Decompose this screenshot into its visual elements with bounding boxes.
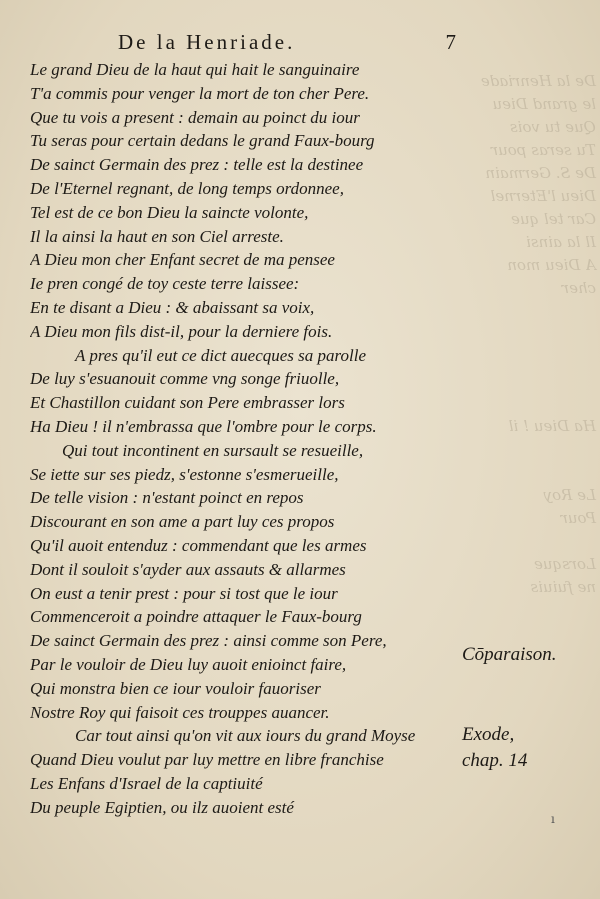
bleed-through-text: [476, 70, 596, 622]
verse-line: Le grand Dieu de la haut qui hait le sanguinaire: [30, 60, 360, 79]
margin-note-comparison: Cōparaison.: [462, 644, 557, 665]
bleed-line: De la Henriade: [480, 72, 596, 90]
bleed-line: [476, 346, 596, 369]
bleed-line: [476, 599, 596, 622]
verse-line: Par le vouloir de Dieu luy auoit enioinct faire,: [30, 654, 347, 674]
bleed-line: [476, 369, 596, 392]
verse-line: De sainct Germain des prez : ainsi comme son Pere,: [30, 631, 387, 651]
verse-line: A Dieu mon cher Enfant secret de ma pensee: [30, 250, 335, 270]
verse-line: De l'Eternel regnant, de long temps ordonnee,: [30, 178, 344, 198]
verse-line: Nostre Roy qui faisoit ces trouppes auancer.: [30, 702, 330, 722]
verse-line: En te disant a Dieu : & abaissant sa voix,: [30, 297, 315, 317]
verse-line: Ha Dieu ! il n'embrassa que l'ombre pour le corps.: [30, 416, 377, 436]
bleed-line: [476, 300, 596, 323]
verse-line: Du peuple Egiptien, ou ilz auoient esté: [30, 797, 294, 817]
bleed-line: Le Roy: [543, 486, 596, 504]
verse-line: Discourant en son ame a part luy ces propos: [30, 512, 335, 532]
verse-block: [30, 58, 470, 820]
verse-line: Qui monstra bien ce iour vouloir fauoriser: [30, 678, 321, 698]
verse-line: Qui tout incontinent en sursault se resueille,: [62, 440, 364, 460]
bleed-line: A Dieu mon cher: [507, 256, 596, 297]
verse-line: T'a commis pour venger la mort de ton cher Pere.: [30, 83, 370, 103]
verse-line: Car tout ainsi qu'on vit aux iours du grand Moyse: [75, 726, 416, 746]
verse-line: A Dieu mon fils dist-il, pour la derniere fois.: [30, 321, 333, 341]
verse-line: Quand Dieu voulut par luy mettre en libre franchise: [30, 750, 384, 770]
running-header: [118, 30, 456, 55]
bleed-line: Dieu l'Eternel: [490, 187, 596, 205]
bleed-line: [476, 461, 596, 484]
verse-line: On eust a tenir prest : pour si tost que le iour: [30, 583, 338, 603]
verse-line: Tu seras pour certain dedans le grand Faux-bourg: [30, 131, 375, 151]
verse-line: Commenceroit a poindre attaquer le Faux-bourg: [30, 607, 362, 627]
bleed-line: Que tu vois: [509, 118, 596, 136]
verse-line: Les Enfans d'Israel de la captiuité: [30, 773, 263, 793]
bleed-line: Lorsque: [534, 555, 596, 573]
verse-line: De sainct Germain des prez : telle est la destinee: [30, 155, 364, 175]
bleed-line: le grand Dieu: [492, 95, 596, 113]
bleed-line: De S. Germain: [485, 164, 596, 182]
bleed-line: [476, 530, 596, 553]
verse-line: A pres qu'il eut ce dict auecques sa parolle: [75, 345, 367, 365]
bleed-line: Il la ainsi: [526, 233, 596, 251]
bleed-line: Pour: [560, 509, 596, 527]
bleed-line: [476, 323, 596, 346]
verse-line: De luy s'esuanouit comme vng songe friuolle,: [30, 369, 340, 389]
verse-line: Il la ainsi la haut en son Ciel arreste.: [30, 226, 284, 246]
bleed-line: [476, 392, 596, 415]
bleed-line: Ha Dieu ! il: [508, 417, 596, 435]
verse-line: Que tu vois a present : demain au poinct du iour: [30, 107, 360, 127]
bleed-line: Tu seras pour: [490, 141, 596, 159]
margin-note-exode: Exode, chap. 14: [462, 724, 528, 771]
verse-line: Et Chastillon cuidant son Pere embrasser lors: [30, 393, 345, 413]
bleed-line: [476, 438, 596, 461]
verse-line: Se iette sur ses piedz, s'estonne s'esmerueille,: [30, 464, 339, 484]
verse-line: Qu'il auoit entenduz : commendant que les armes: [30, 535, 367, 555]
running-title: De la Henriade.: [118, 30, 296, 54]
verse-line: Dont il souloit s'ayder aux assauts & allarmes: [30, 559, 346, 579]
bleed-line: Car tel que: [511, 210, 596, 228]
page-number: 7: [445, 30, 456, 54]
verse-line: Ie pren congé de toy ceste terre laissee:: [30, 274, 300, 294]
bleed-line: ne fuiuis: [530, 578, 596, 596]
verse-line: Tel est de ce bon Dieu la saincte volonte,: [30, 202, 309, 222]
verse-line: De telle vision : n'estant poinct en repos: [30, 488, 304, 508]
page-mark: ı: [551, 812, 555, 826]
